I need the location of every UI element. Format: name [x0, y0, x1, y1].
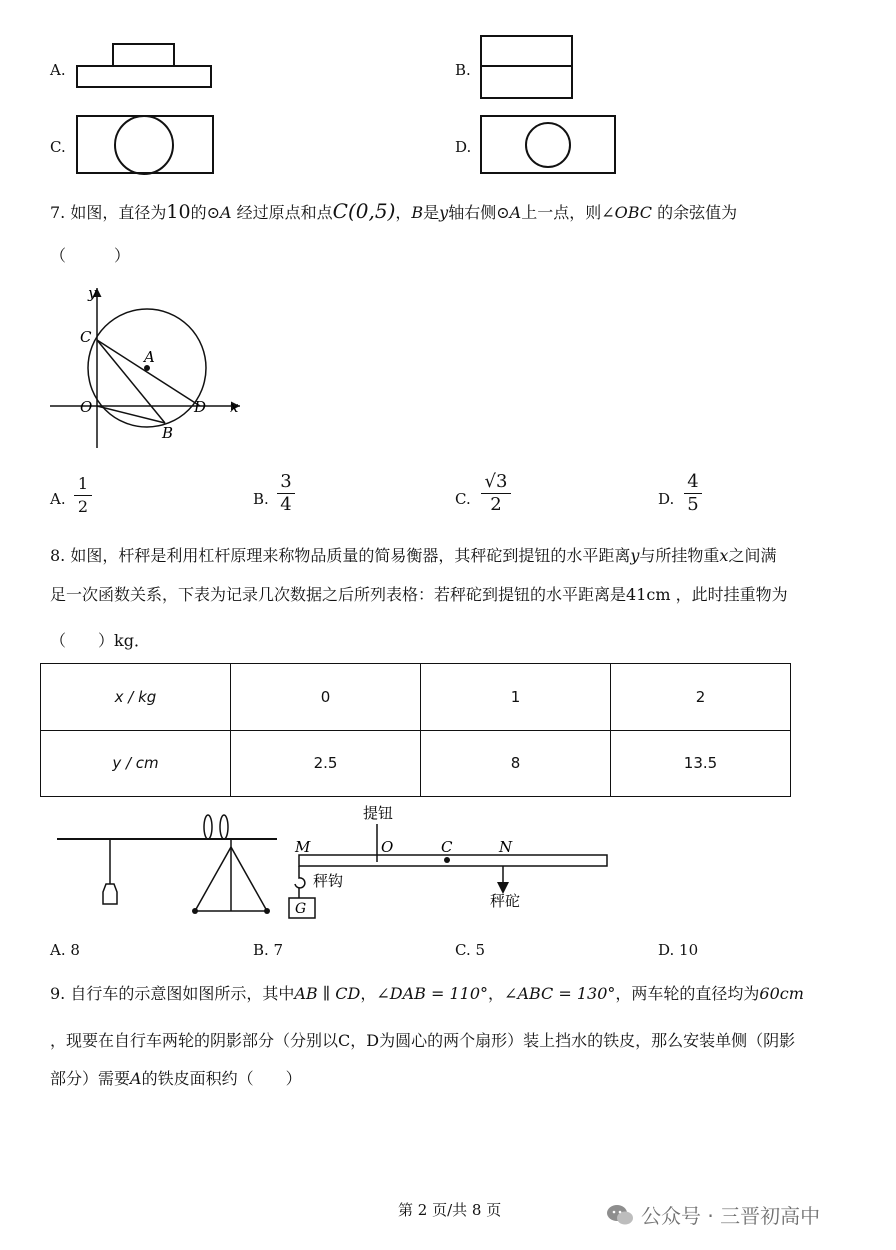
q7-option-d-label: D. — [658, 490, 675, 508]
table-cell: 2.5 — [231, 730, 421, 797]
label-tiniu: 提钮 — [363, 804, 394, 822]
q6-option-a-label: A. — [50, 61, 66, 79]
watermark — [605, 1200, 820, 1229]
q7-option-b-label: B. — [253, 490, 269, 508]
q7-option-a-label: A. — [50, 490, 66, 508]
table-header-x: x / kg — [41, 664, 231, 731]
q7-answer-paren: （ ） — [50, 246, 131, 265]
table-header-y: y / cm — [41, 730, 231, 797]
label-o: O — [381, 838, 394, 856]
q6-option-d-figure — [479, 114, 619, 176]
q7-option-d-fraction: 4 5 — [684, 472, 702, 515]
q7-number: 7. — [50, 203, 66, 222]
q6-option-a-figure — [75, 42, 215, 90]
q7-option-c-fraction: √3 2 — [481, 472, 511, 515]
table-cell: 2 — [611, 664, 791, 731]
q7-figure — [40, 280, 260, 450]
table-cell: 0 — [231, 664, 421, 731]
fig-label-o: O — [80, 398, 93, 416]
fig-label-x: x — [230, 398, 239, 416]
q6-option-c-figure — [75, 114, 215, 176]
q8-option-b: B. 7 — [253, 941, 284, 959]
table-cell: 1 — [421, 664, 611, 731]
q9-stem-line3: 部分）需要A的铁皮面积约（ ） — [50, 1069, 302, 1088]
table-row — [41, 730, 791, 797]
q8-option-c: C. 5 — [455, 941, 486, 959]
table-cell: 8 — [421, 730, 611, 797]
table-row — [41, 664, 791, 731]
fig-label-d: D — [194, 398, 207, 416]
q6-option-c-label: C. — [50, 138, 66, 156]
q6-option-d-label: D. — [455, 138, 472, 156]
q8-stem-line1: 8. 如图，杆秤是利用杠杆原理来称物品质量的简易衡器，其秤砣到提钮的水平距离y与所挂物重x之间满 — [50, 546, 777, 565]
label-m: M — [295, 838, 311, 856]
q7-stem: 7. 如图，直径为10的⊙A 经过原点和点C(0,5)，B是y轴右侧⊙A上一点，则∠OBC 的余弦值为 — [50, 199, 738, 223]
q8-option-d: D. 10 — [658, 941, 699, 959]
fig-label-b: B — [162, 424, 174, 442]
label-c: C — [441, 838, 453, 856]
q6-option-b-label: B. — [455, 61, 471, 79]
fig-label-a: A — [144, 348, 155, 366]
q8-steelyard-schematic — [285, 800, 615, 925]
label-g: G — [295, 901, 307, 917]
q9-number: 9. — [50, 984, 66, 1003]
q8-answer-paren: （ ）kg． — [50, 631, 150, 650]
q8-data-table — [40, 663, 791, 797]
q9-stem-line1: 9. 自行车的示意图如图所示，其中AB ∥ CD，∠DAB = 110°，∠ABC = 130°，两车轮的直径均为60cm — [50, 984, 804, 1003]
table-cell: 13.5 — [611, 730, 791, 797]
label-chengtuo: 秤砣 — [490, 892, 521, 910]
q9-stem-line2: ，现要在自行车两轮的阴影部分（分别以C，D为圆心的两个扇形）装上挡水的铁皮，那么安装单侧（阴影 — [50, 1031, 796, 1050]
q7-option-a-fraction: 1 2 — [74, 474, 92, 517]
watermark-text: 公众号 · 三晋初高中 — [641, 1204, 821, 1228]
q7-option-c-label: C. — [455, 490, 471, 508]
page-number: 第 2 页/共 8 页 — [398, 1201, 502, 1219]
label-chenggou: 秤钩 — [313, 872, 344, 890]
q8-steelyard-picture — [55, 812, 285, 922]
q6-option-b-figure — [479, 34, 575, 100]
q8-option-a: A. 8 — [50, 941, 80, 959]
fig-label-c: C — [80, 328, 92, 346]
label-n: N — [499, 838, 513, 856]
q8-stem-line2: 足一次函数关系，下表为记录几次数据之后所列表格：若秤砣到提钮的水平距离是41cm ，此时挂重物为 — [50, 585, 788, 604]
q7-option-b-fraction: 3 4 — [277, 472, 295, 515]
wechat-icon — [605, 1202, 635, 1228]
fig-label-y: y — [88, 284, 97, 302]
